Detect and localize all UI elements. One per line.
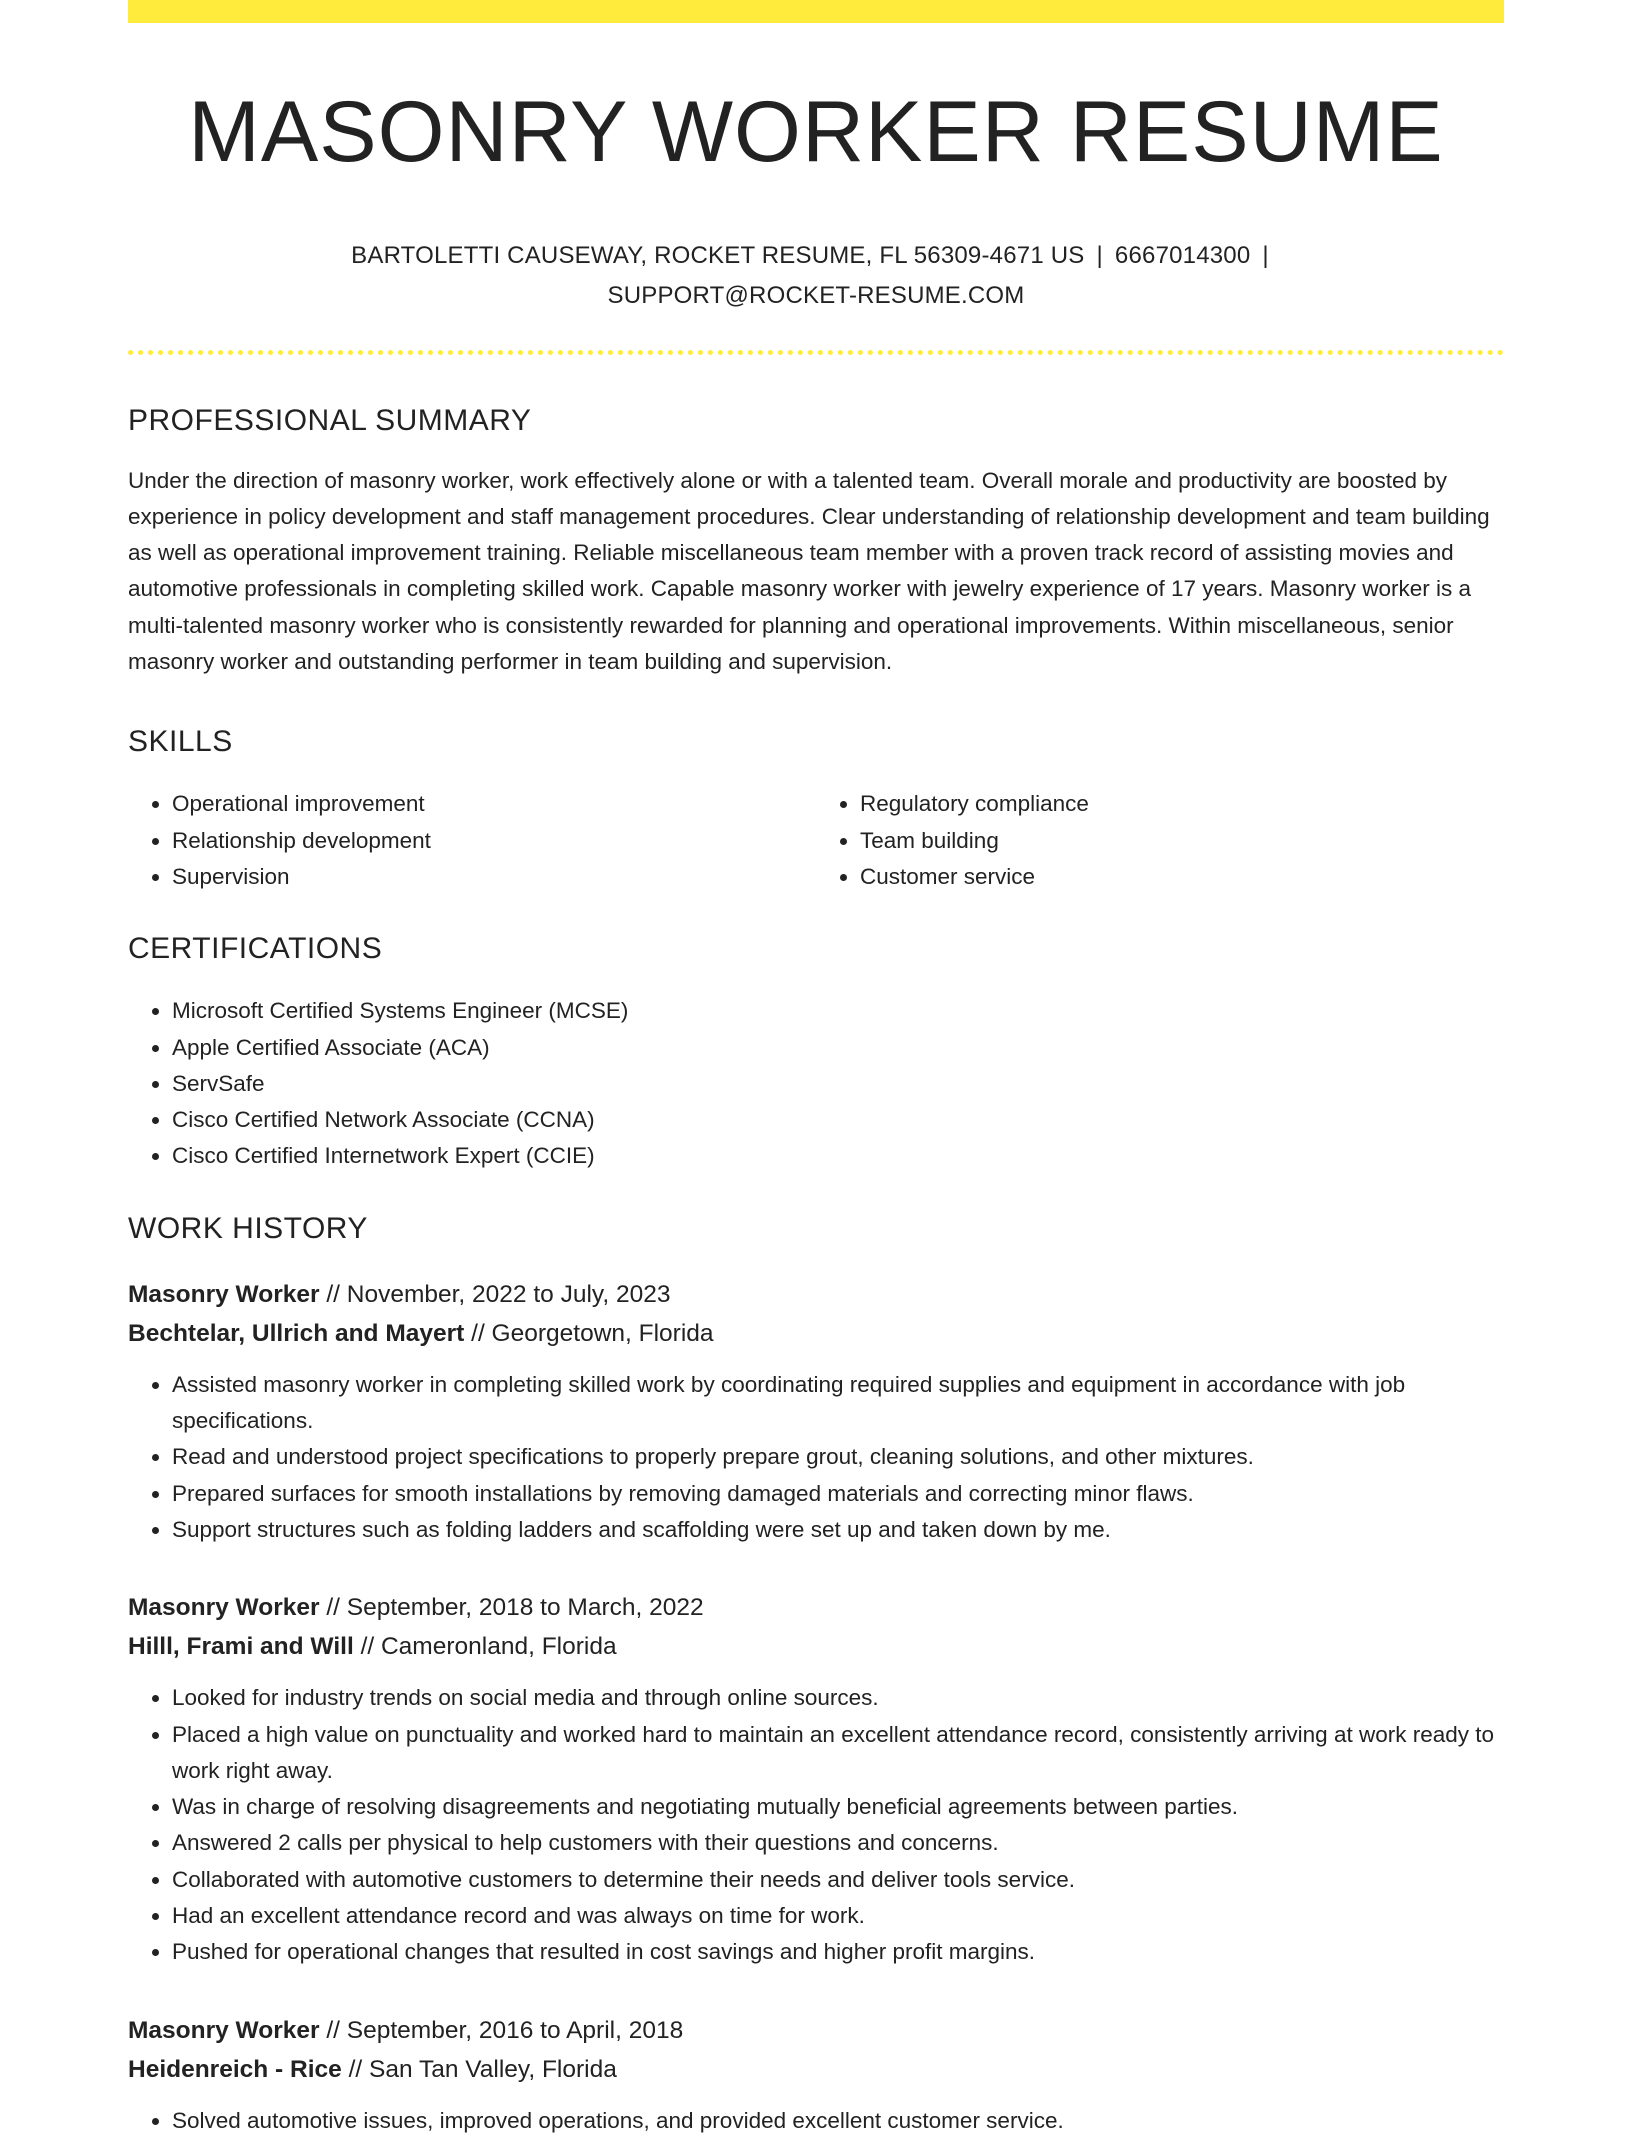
job-role: Masonry Worker <box>128 1594 320 1622</box>
certification-item: • Cisco Certified Internetwork Expert (CCIE) <box>172 1138 1504 1174</box>
header-divider <box>128 350 1504 355</box>
job-company-line <box>128 1314 1504 1353</box>
skills-column-right <box>816 786 1504 895</box>
job-role-line <box>128 1588 1504 1627</box>
resume-page <box>128 0 1504 2139</box>
contact-address: BARTOLETTI CAUSEWAY, ROCKET RESUME, FL 56309-4671 US <box>351 241 1085 269</box>
skills-column-left <box>128 786 816 895</box>
certifications-list <box>128 993 1504 1174</box>
job-bullet: • Prepared surfaces for smooth installations by removing damaged materials and correcting minor flaws. <box>172 1476 1504 1512</box>
certification-item: • Apple Certified Associate (ACA) <box>172 1030 1504 1066</box>
certifications-heading: CERTIFICATIONS <box>128 932 383 966</box>
job-company-line <box>128 1627 1504 1666</box>
skill-item: • Relationship development <box>172 823 816 859</box>
job-company: Heidenreich - Rice <box>128 2055 342 2083</box>
job-bullet: • Pushed for operational changes that resulted in cost savings and higher profit margins. <box>172 1934 1504 1970</box>
job-location: // Cameronland, Florida <box>353 1633 617 1661</box>
skill-item: • Team building <box>860 823 1504 859</box>
job-bullets <box>128 1367 1504 1548</box>
job-bullet: • Read and understood project specifications to properly prepare grout, cleaning solutions, and other mixtures. <box>172 1439 1504 1475</box>
job-dates: // November, 2022 to July, 2023 <box>319 1280 671 1308</box>
contact-separator: | <box>1096 241 1103 269</box>
certification-item: • ServSafe <box>172 1066 1504 1102</box>
contact-info <box>128 236 1504 316</box>
job-location: // San Tan Valley, Florida <box>341 2055 617 2083</box>
job-bullet: • Was in charge of resolving disagreements and negotiating mutually beneficial agreements between parties. <box>172 1789 1504 1825</box>
job-dates: // September, 2018 to March, 2022 <box>319 1594 704 1622</box>
job-dates: // September, 2016 to April, 2018 <box>319 2016 684 2044</box>
job-company-line <box>128 2050 1504 2089</box>
job-bullet: • Placed a high value on punctuality and worked hard to maintain an excellent attendance record, consistently arriving at work ready to work right away. <box>172 1717 1504 1790</box>
job-entry <box>128 1275 1504 1548</box>
resume-title: MASONRY WORKER RESUME <box>188 84 1444 180</box>
job-entry <box>128 2011 1504 2139</box>
job-role: Masonry Worker <box>128 1280 320 1308</box>
job-role: Masonry Worker <box>128 2016 320 2044</box>
job-bullet: • Collaborated with automotive customers to determine their needs and deliver tools service. <box>172 1862 1504 1898</box>
certification-item: • Microsoft Certified Systems Engineer (MCSE) <box>172 993 1504 1029</box>
job-bullet: • Answered 2 calls per physical to help customers with their questions and concerns. <box>172 1825 1504 1861</box>
contact-email: SUPPORT@ROCKET-RESUME.COM <box>607 281 1025 309</box>
job-bullets <box>128 2103 1504 2139</box>
certification-item: • Cisco Certified Network Associate (CCNA) <box>172 1102 1504 1138</box>
job-location: // Georgetown, Florida <box>464 1319 714 1347</box>
job-entry <box>128 1588 1504 1970</box>
skill-item: • Operational improvement <box>172 786 816 822</box>
skills-list <box>128 786 1504 895</box>
job-bullet: • Assisted masonry worker in completing skilled work by coordinating required supplies and equipment in accordance with job specifications. <box>172 1367 1504 1440</box>
job-bullet: • Solved automotive issues, improved operations, and provided excellent customer service. <box>172 2103 1504 2139</box>
contact-separator: | <box>1262 241 1269 269</box>
job-bullet: • Looked for industry trends on social media and through online sources. <box>172 1680 1504 1716</box>
job-company: Hilll, Frami and Will <box>128 1633 354 1661</box>
job-bullets <box>128 1680 1504 1970</box>
skill-item: • Customer service <box>860 859 1504 895</box>
job-bullet: • Support structures such as folding ladders and scaffolding were set up and taken down by me. <box>172 1512 1504 1548</box>
summary-heading: PROFESSIONAL SUMMARY <box>128 403 532 437</box>
summary-text: Under the direction of masonry worker, work effectively alone or with a talented team. Overall morale and productivity are boosted by experience in policy development and staff management procedures. Clear understanding of relationship development and team building as well as operational improvement training. Reliable miscellaneous team member with a proven track record of assisting movies and automotive professionals in completing skilled work. Capable masonry worker with jewelry experience of 17 years. Masonry worker is a multi-talented masonry worker who is consistently rewarded for planning and operational improvements. Within miscellaneous, senior masonry worker and outstanding performer in team building and supervision. <box>128 467 1490 675</box>
top-accent-bar <box>128 0 1504 23</box>
job-company: Bechtelar, Ullrich and Mayert <box>128 1319 465 1347</box>
skill-item: • Regulatory compliance <box>860 786 1504 822</box>
job-bullet: • Had an excellent attendance record and was always on time for work. <box>172 1898 1504 1934</box>
work-history-heading: WORK HISTORY <box>128 1211 368 1245</box>
job-role-line <box>128 2011 1504 2050</box>
skills-heading: SKILLS <box>128 725 233 759</box>
skill-item: • Supervision <box>172 859 816 895</box>
contact-phone: 6667014300 <box>1114 241 1251 269</box>
job-role-line <box>128 1275 1504 1314</box>
